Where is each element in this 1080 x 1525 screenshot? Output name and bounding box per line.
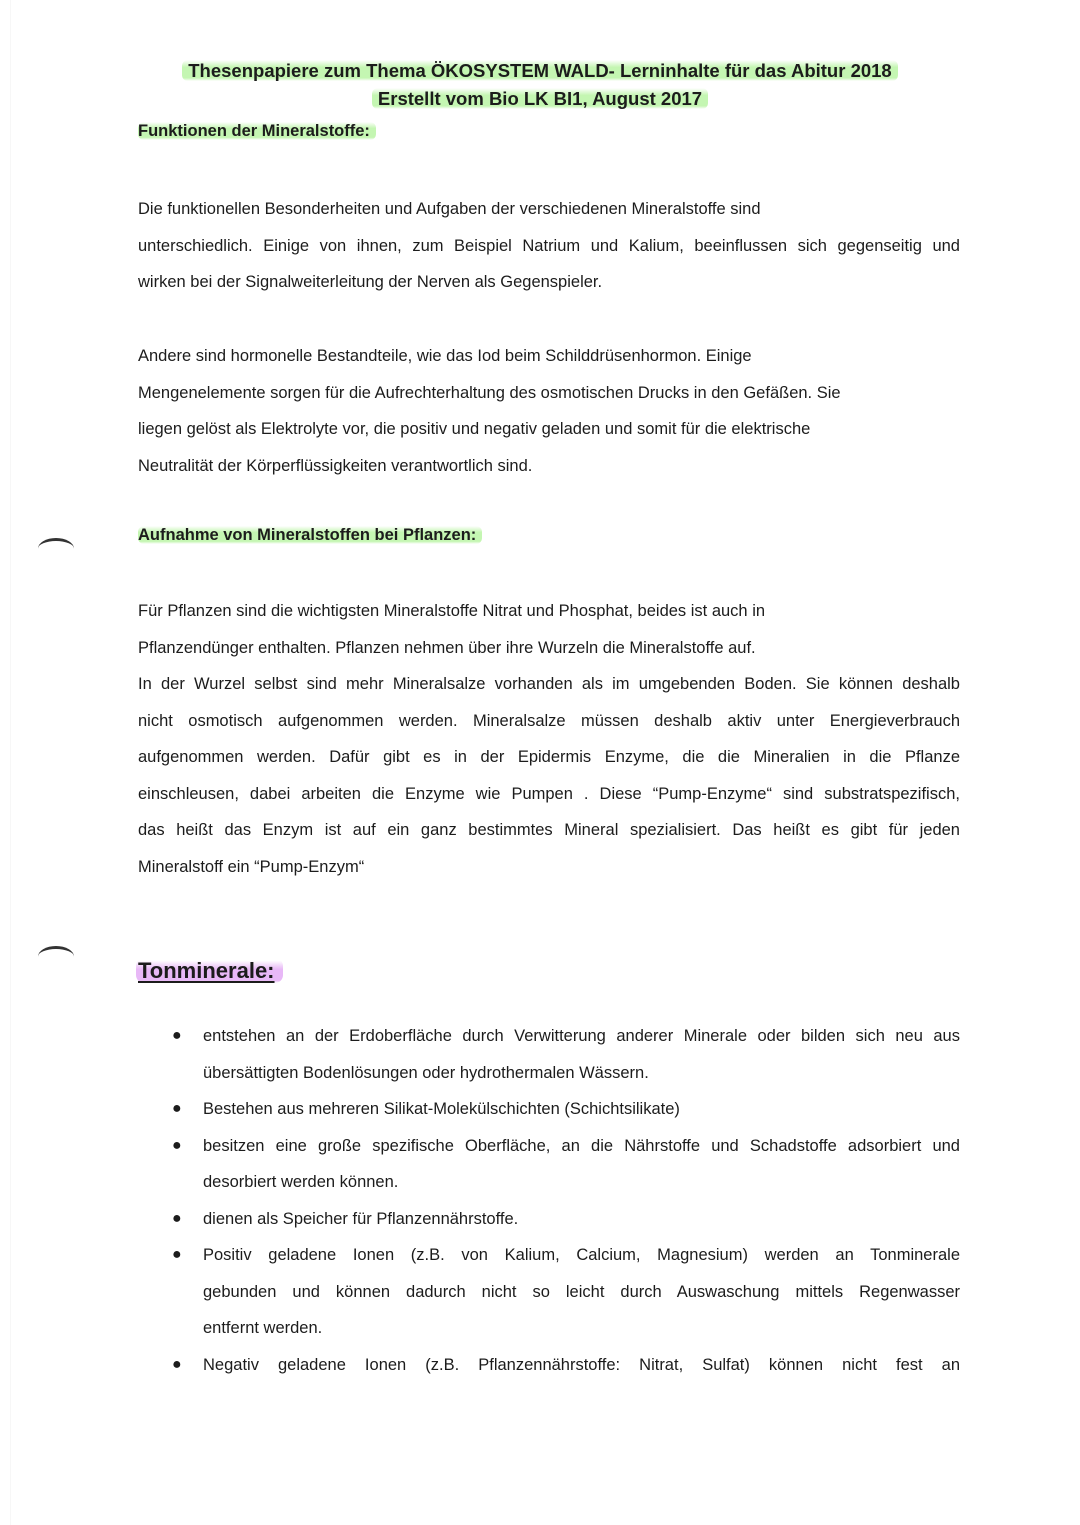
text-line: Pflanzendünger enthalten. Pflanzen nehmen über ihre Wurzeln die Mineralstoffe auf. (138, 638, 756, 657)
text-line: Mengenelemente sorgen für die Aufrechterhaltung des osmotischen Drucks in den Gefäßen. Sie (138, 383, 841, 402)
text-line: unterschiedlich. Einige von ihnen, zum Beispiel Natrium und Kalium, beeinflussen sich gegenseitig und (138, 236, 960, 255)
text-line: entstehen an der Erdoberfläche durch Verwitterung anderer Minerale oder bilden sich neu aus (203, 1027, 960, 1045)
paragraph-uptake-2 (138, 666, 960, 885)
list-item (138, 1237, 960, 1347)
bullet-icon: ● (172, 1100, 182, 1117)
text-line: Mineralstoff ein “Pump-Enzym“ (138, 857, 365, 876)
list-item (138, 1347, 960, 1384)
text-line: Bestehen aus mehreren Silikat-Molekülschichten (Schichtsilikate) (203, 1100, 680, 1118)
text-line: gebunden und können dadurch nicht so leicht durch Auswaschung mittels Regenwasser (203, 1282, 960, 1301)
text-line: In der Wurzel selbst sind mehr Mineralsalze vorhanden als im umgebenden Boden. Sie können deshalb (138, 675, 960, 693)
text-line: übersättigten Bodenlösungen oder hydrothermalen Wässern. (203, 1063, 649, 1082)
title-line-2: Erstellt vom Bio LK BI1, August 2017 (372, 88, 708, 109)
punch-hole-mark (38, 946, 74, 967)
paragraph-functions-2 (138, 338, 960, 484)
text-line: aufgenommen werden. Dafür gibt es in der Epidermis Enzyme, die die Mineralien in die Pflanze (138, 748, 960, 766)
text-line: Positiv geladene Ionen (z.B. von Kalium, Calcium, Magnesium) werden an Tonminerale (203, 1246, 960, 1264)
text-line: einschleusen, dabei arbeiten die Enzyme wie Pumpen . Diese “Pump-Enzyme“ sind substratspezifisch, (138, 784, 960, 803)
list-item (138, 1018, 960, 1091)
bullet-icon: ● (172, 1136, 182, 1154)
list-item (138, 1128, 960, 1201)
bullet-icon: ● (172, 1246, 182, 1263)
text-line: liegen gelöst als Elektrolyte vor, die positiv und negativ geladen und somit für die elektrische (138, 420, 811, 438)
document-subtitle (0, 88, 1080, 110)
list-item (138, 1091, 960, 1128)
punch-hole-mark (38, 538, 74, 559)
text-line: Die funktionellen Besonderheiten und Aufgaben der verschiedenen Mineralstoffe sind (138, 200, 761, 218)
text-line: Für Pflanzen sind die wichtigsten Mineralstoffe Nitrat und Phosphat, beides ist auch in (138, 602, 766, 620)
title-line-1: Thesenpapiere zum Thema ÖKOSYSTEM WALD- Lerninhalte für das Abitur 2018 (182, 60, 897, 81)
text-line: dienen als Speicher für Pflanzennährstoffe. (203, 1209, 519, 1228)
section-heading-functions: Funktionen der Mineralstoffe: (138, 122, 376, 141)
paragraph-functions-1 (138, 191, 960, 301)
text-line: Negativ geladene Ionen (z.B. Pflanzennährstoffe: Nitrat, Sulfat) können nicht fest an (203, 1355, 960, 1374)
section-heading-clay-minerals: Tonminerale: (136, 958, 283, 984)
text-line: das heißt das Enzym ist auf ein ganz bestimmtes Mineral spezialisiert. Das heißt es gibt für jeden (138, 821, 960, 839)
text-line: besitzen eine große spezifische Oberfläche, an die Nährstoffe und Schadstoffe adsorbiert und (203, 1136, 960, 1155)
text-line: Neutralität der Körperflüssigkeiten verantwortlich sind. (138, 456, 533, 475)
text-line: Andere sind hormonelle Bestandteile, wie das Iod beim Schilddrüsenhormon. Einige (138, 347, 752, 365)
text-line: nicht osmotisch aufgenommen werden. Mineralsalze müssen deshalb aktiv unter Energieverbrauch (138, 711, 960, 730)
text-line: wirken bei der Signalweiterleitung der Nerven als Gegenspieler. (138, 273, 603, 291)
page-edge-shadow (10, 0, 11, 1525)
document-title (0, 60, 1080, 82)
section-heading-uptake: Aufnahme von Mineralstoffen bei Pflanzen: (138, 526, 482, 545)
list-item (138, 1201, 960, 1238)
text-line: desorbiert werden können. (203, 1173, 399, 1191)
paragraph-uptake-1 (138, 593, 960, 666)
bullet-icon: ● (172, 1027, 182, 1044)
bullet-icon: ● (172, 1355, 182, 1373)
bullet-icon: ● (172, 1209, 182, 1227)
clay-minerals-list (138, 1018, 960, 1383)
text-line: entfernt werden. (203, 1319, 323, 1337)
